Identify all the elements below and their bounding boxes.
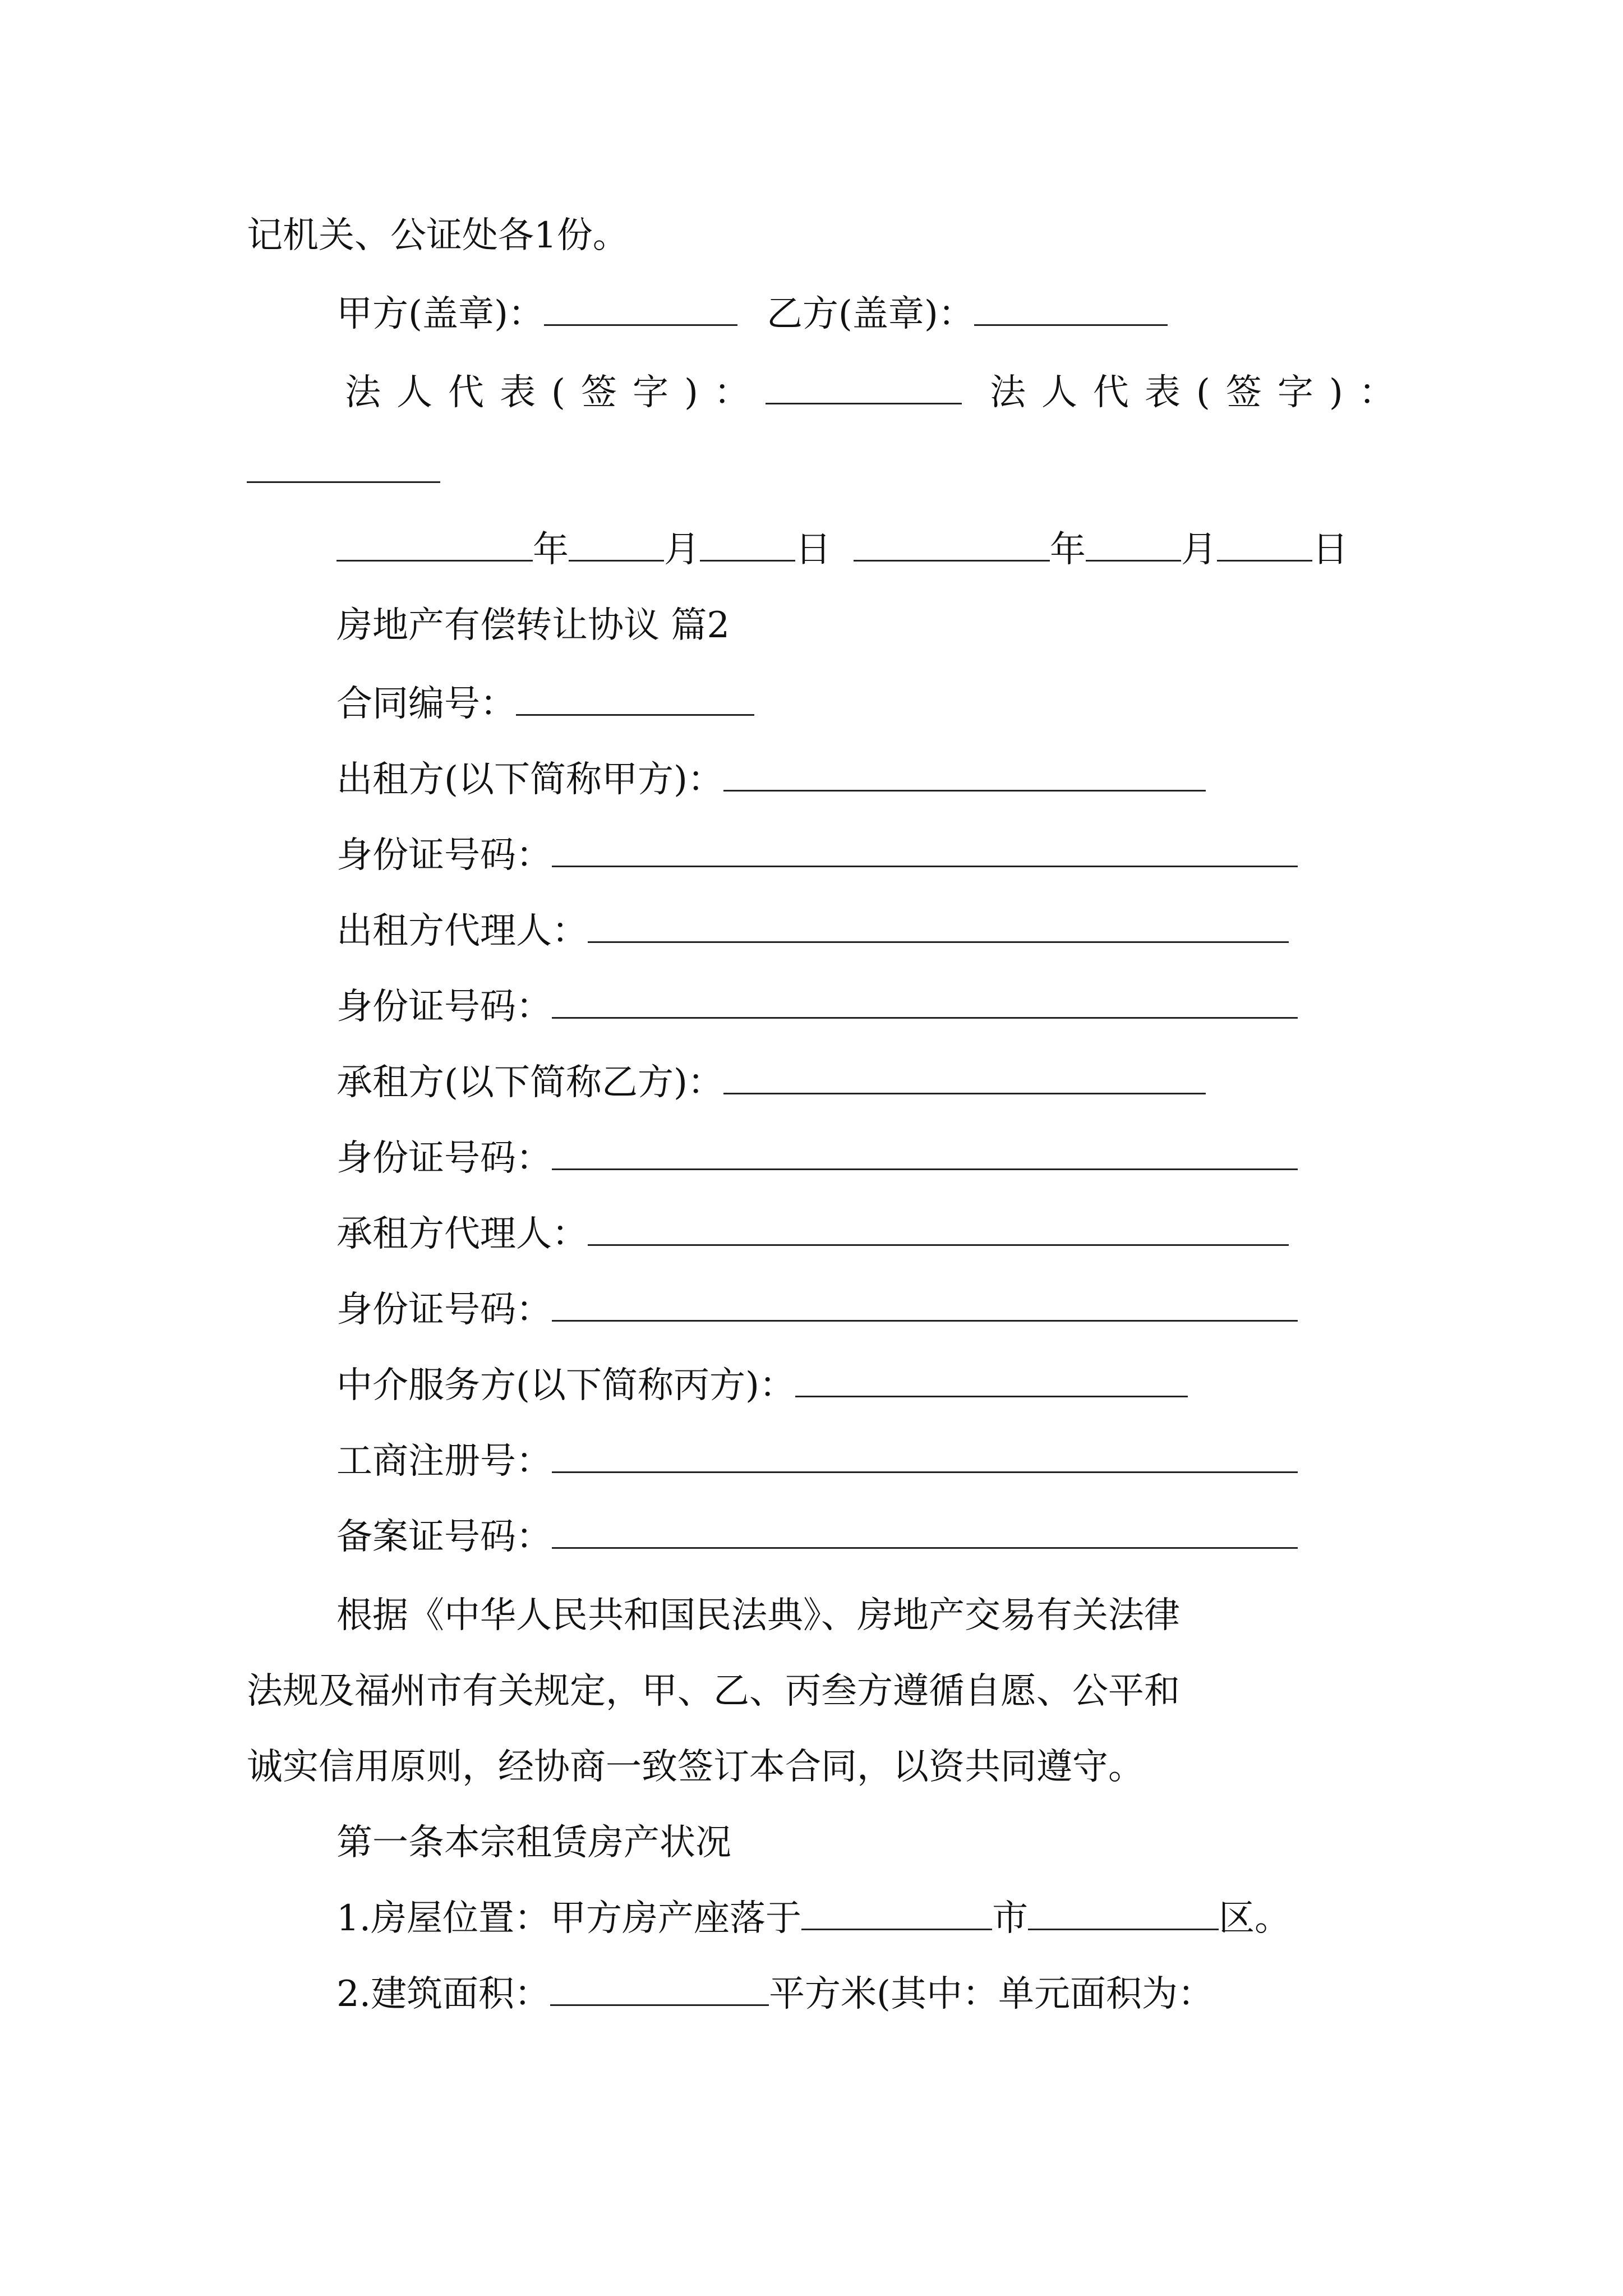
text: 第一条本宗租赁房产状况 xyxy=(336,1822,731,1864)
contract-number-line xyxy=(336,682,754,726)
party-b-day-blank[interactable] xyxy=(1217,527,1312,562)
lessor-line xyxy=(336,757,1206,802)
district-blank[interactable] xyxy=(1028,1896,1219,1930)
label: 承租方(以下简称乙方)： xyxy=(336,1062,723,1103)
lessor-blank[interactable] xyxy=(723,757,1206,792)
label: 身份证号码： xyxy=(336,835,552,876)
party-a-rep-blank[interactable] xyxy=(766,370,962,404)
party-b-seal-blank[interactable] xyxy=(974,292,1168,326)
label: 合同编号： xyxy=(336,683,516,725)
day-label: 日 xyxy=(1312,529,1348,570)
article-heading xyxy=(336,1820,731,1865)
text-line-registry xyxy=(247,213,629,258)
city-blank[interactable] xyxy=(801,1896,992,1930)
party-a-rep-label: 法人代表(签字)： xyxy=(345,372,766,413)
agency-blank[interactable] xyxy=(795,1363,1188,1397)
lessee-agent-id-blank[interactable] xyxy=(552,1287,1298,1322)
label: 备案证号码： xyxy=(336,1516,552,1558)
party-a-day-blank[interactable] xyxy=(700,527,795,562)
business-registration-line xyxy=(336,1439,1298,1484)
filing-number-line xyxy=(336,1515,1298,1559)
label: 身份证号码： xyxy=(336,986,552,1028)
text: 诚实信用原则，经协商一致签订本合同，以资共同遵守。 xyxy=(247,1746,1144,1788)
area-blank[interactable] xyxy=(550,1972,769,2006)
label: 工商注册号： xyxy=(336,1441,552,1482)
party-b-month-blank[interactable] xyxy=(1086,527,1181,562)
label: 身份证号码： xyxy=(336,1289,552,1331)
month-label: 月 xyxy=(1181,529,1217,570)
label: 2.建筑面积： xyxy=(336,1973,551,2015)
agency-line xyxy=(336,1363,1188,1408)
year-label: 年 xyxy=(533,529,569,570)
lessor-agent-line xyxy=(336,909,1289,954)
party-a-seal-label: 甲方(盖章)： xyxy=(336,293,544,335)
area-line xyxy=(336,1972,1214,2017)
section-title xyxy=(336,603,730,648)
lessee-id-blank[interactable] xyxy=(552,1136,1298,1170)
label: 身份证号码： xyxy=(336,1138,552,1179)
city-label: 市 xyxy=(992,1898,1029,1939)
party-a-seal-blank[interactable] xyxy=(544,292,737,326)
paragraph-line xyxy=(247,1745,1144,1789)
text: 根据《中华人民共和国民法典》、房地产交易有关法律 xyxy=(336,1595,1180,1636)
month-label: 月 xyxy=(664,529,700,570)
year-label: 年 xyxy=(1050,529,1086,570)
text: 记机关、公证处各1份。 xyxy=(247,215,629,256)
paragraph-line xyxy=(336,1593,1180,1638)
lessor-id-blank[interactable] xyxy=(552,833,1298,867)
label: 中介服务方(以下简称丙方)： xyxy=(336,1365,795,1406)
lessee-id-line xyxy=(336,1136,1298,1181)
label: 承租方代理人： xyxy=(336,1213,588,1255)
party-b-rep-blank[interactable] xyxy=(247,449,440,483)
contract-number-blank[interactable] xyxy=(516,682,754,716)
party-a-month-blank[interactable] xyxy=(569,527,664,562)
filing-number-blank[interactable] xyxy=(552,1515,1298,1549)
representative-line xyxy=(345,370,1410,415)
representative-blank-line xyxy=(247,449,440,494)
lessee-line xyxy=(336,1060,1206,1105)
lessor-agent-blank[interactable] xyxy=(588,909,1289,943)
paragraph-line xyxy=(247,1669,1180,1714)
party-b-seal-label: 乙方(盖章)： xyxy=(766,293,974,335)
day-label: 日 xyxy=(795,529,831,570)
date-line xyxy=(336,527,1348,572)
lessee-blank[interactable] xyxy=(723,1060,1206,1094)
label: 出租方代理人： xyxy=(336,910,588,952)
lessee-agent-id-line xyxy=(336,1287,1298,1332)
label: 平方米(其中：单元面积为： xyxy=(769,1973,1214,2015)
lessor-agent-id-blank[interactable] xyxy=(552,984,1298,1019)
title-text: 房地产有偿转让协议 篇2 xyxy=(336,605,730,646)
district-label: 区。 xyxy=(1219,1898,1291,1939)
party-b-rep-label: 法人代表(签字)： xyxy=(989,372,1410,413)
label: 1.房屋位置：甲方房产座落于 xyxy=(336,1898,802,1939)
lessor-id-line xyxy=(336,833,1298,878)
party-b-year-blank[interactable] xyxy=(854,527,1050,562)
location-line xyxy=(336,1896,1290,1941)
lessee-agent-line xyxy=(336,1212,1289,1257)
business-registration-blank[interactable] xyxy=(552,1439,1298,1473)
lessee-agent-blank[interactable] xyxy=(588,1212,1289,1246)
text: 法规及福州市有关规定，甲、乙、丙叁方遵循自愿、公平和 xyxy=(247,1671,1180,1712)
label: 出租方(以下简称甲方)： xyxy=(336,759,723,800)
lessor-agent-id-line xyxy=(336,984,1298,1029)
party-a-year-blank[interactable] xyxy=(336,527,533,562)
seal-line xyxy=(336,292,1168,337)
